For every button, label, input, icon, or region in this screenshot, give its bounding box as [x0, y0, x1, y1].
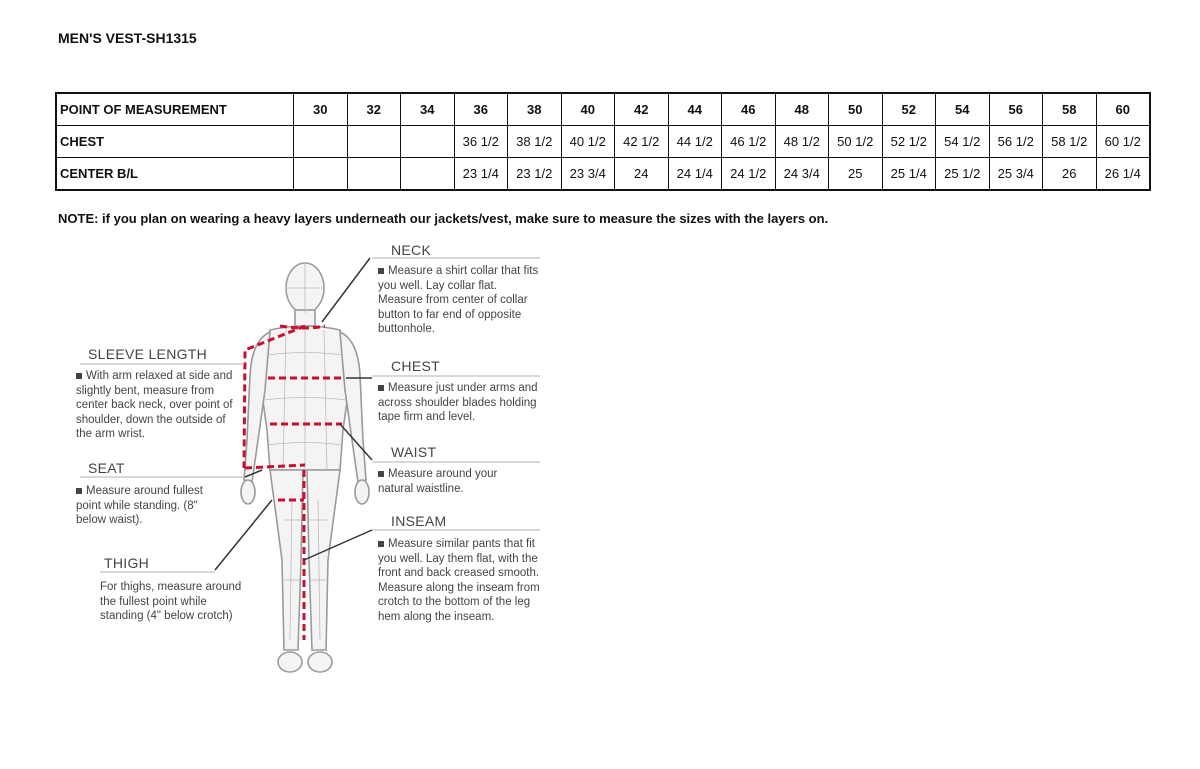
sleeve-description: With arm relaxed at side and slightly bent, measure from center back neck, over point of shoulder, down the outside of the arm wrist. — [76, 370, 233, 440]
table-cell: 34 — [401, 93, 455, 126]
table-cell — [294, 158, 348, 191]
table-cell: 50 — [829, 93, 883, 126]
table-cell: 24 1/4 — [668, 158, 722, 191]
table-cell: 52 — [882, 93, 936, 126]
row-label: CENTER B/L — [56, 158, 294, 191]
table-cell: 40 — [561, 93, 615, 126]
table-cell: 24 — [615, 158, 669, 191]
table-cell — [347, 126, 401, 158]
table-cell: 24 3/4 — [775, 158, 829, 191]
chest-description: Measure just under arms and across shoulder blades holding tape firm and level. — [378, 382, 538, 423]
table-cell: 38 1/2 — [508, 126, 562, 158]
table-cell — [401, 158, 455, 191]
table-cell: 23 1/4 — [454, 158, 508, 191]
table-cell — [294, 126, 348, 158]
chest-heading: CHEST — [391, 358, 440, 374]
table-cell: 46 — [722, 93, 776, 126]
neck-description: Measure a shirt collar that fits you well. Lay collar flat. Measure from center of collar button to far end of opposite buttonhole. — [378, 265, 539, 335]
table-cell — [401, 126, 455, 158]
table-cell: 56 — [989, 93, 1043, 126]
table-cell: 48 — [775, 93, 829, 126]
table-cell: 52 1/2 — [882, 126, 936, 158]
table-cell: 36 1/2 — [454, 126, 508, 158]
table-cell: 44 — [668, 93, 722, 126]
table-cell: 58 1/2 — [1043, 126, 1097, 158]
sleeve-heading: SLEEVE LENGTH — [88, 346, 208, 362]
row-label: POINT OF MEASUREMENT — [56, 93, 294, 126]
table-cell: 23 3/4 — [561, 158, 615, 191]
table-cell: 25 1/4 — [882, 158, 936, 191]
table-cell: 36 — [454, 93, 508, 126]
table-cell: 44 1/2 — [668, 126, 722, 158]
table-cell: 54 — [936, 93, 990, 126]
table-cell: 54 1/2 — [936, 126, 990, 158]
size-table — [55, 92, 1151, 191]
inseam-description: Measure similar pants that fit you well. Lay them flat, with the front and back creased smooth. Measure along the inseam from crotch to the bottom of the leg hem along the inseam. — [378, 538, 540, 623]
table-cell: 38 — [508, 93, 562, 126]
row-label: CHEST — [56, 126, 294, 158]
table-cell: 26 1/4 — [1096, 158, 1150, 191]
table-cell: 56 1/2 — [989, 126, 1043, 158]
thigh-description: For thighs, measure around the fullest point while standing (4" below crotch) — [100, 581, 242, 622]
table-header-row — [56, 93, 1150, 126]
seat-description: Measure around fullest point while standing. (8" below waist). — [76, 485, 203, 526]
table-cell: 25 — [829, 158, 883, 191]
table-cell — [347, 158, 401, 191]
table-cell: 23 1/2 — [508, 158, 562, 191]
table-cell: 58 — [1043, 93, 1097, 126]
table-cell: 25 1/2 — [936, 158, 990, 191]
table-cell: 25 3/4 — [989, 158, 1043, 191]
table-cell: 32 — [347, 93, 401, 126]
thigh-heading: THIGH — [104, 555, 150, 571]
table-cell: 60 — [1096, 93, 1150, 126]
table-cell: 60 1/2 — [1096, 126, 1150, 158]
table-row — [56, 158, 1150, 191]
waist-heading: WAIST — [391, 444, 437, 460]
table-row — [56, 126, 1150, 158]
table-cell: 50 1/2 — [829, 126, 883, 158]
table-cell: 46 1/2 — [722, 126, 776, 158]
waist-description: Measure around your natural waistline. — [378, 468, 498, 495]
table-cell: 30 — [294, 93, 348, 126]
table-cell: 40 1/2 — [561, 126, 615, 158]
table-cell: 42 — [615, 93, 669, 126]
table-cell: 48 1/2 — [775, 126, 829, 158]
layering-note: NOTE: if you plan on wearing a heavy layers underneath our jackets/vest, make sure to measure the sizes with the layers on. — [58, 211, 829, 226]
table-cell: 24 1/2 — [722, 158, 776, 191]
neck-heading: NECK — [391, 242, 432, 258]
page-title: MEN'S VEST-SH1315 — [58, 30, 197, 46]
table-cell: 26 — [1043, 158, 1097, 191]
inseam-heading: INSEAM — [391, 513, 447, 529]
table-cell: 42 1/2 — [615, 126, 669, 158]
seat-heading: SEAT — [88, 460, 125, 476]
